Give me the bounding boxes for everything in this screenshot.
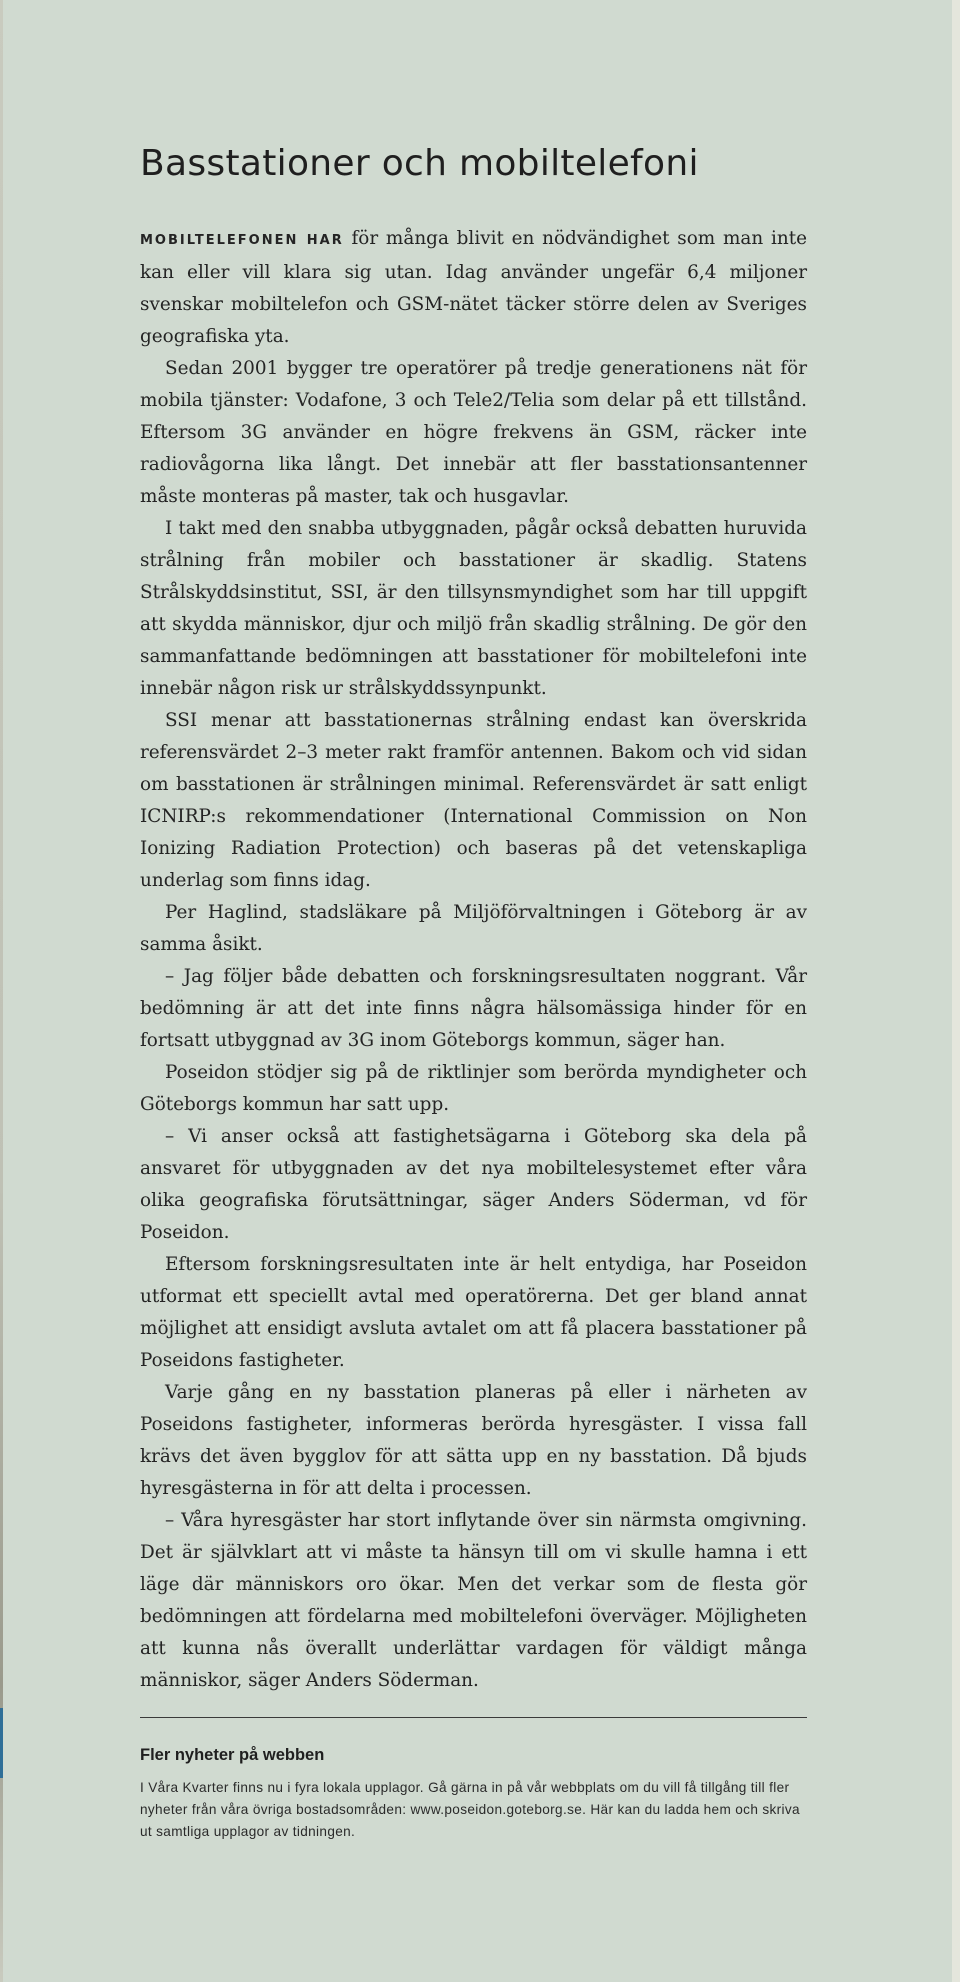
page-right-margin <box>952 0 960 1982</box>
article-paragraph: – Vi anser också att fastighetsägarna i Göteborg ska dela på ansvaret för utbyggnaden av det nya mobiltelesystemet efter våra olika geografiska förutsättningar, säger Anders Söderman, vd för Poseidon. <box>140 1126 807 1243</box>
footer-text: I Våra Kvarter finns nu i fyra lokala upplagor. Gå gärna in på vår webbplats om du vill få tillgång till fler nyheter från våra övriga bostadsområden: www.poseidon.goteborg.se. Här kan du ladda hem och skriva ut samtliga upplagor av tidningen. <box>140 1780 800 1839</box>
article-paragraph: Eftersom forskningsresultaten inte är helt entydiga, har Poseidon utformat ett speciellt avtal med operatörerna. Det ger bland annat möjlighet att ensidigt avsluta avtalet om att få placera basstationer på Poseidons fastigheter. <box>140 1254 807 1371</box>
footer-divider <box>140 1717 807 1718</box>
article-paragraph: Per Haglind, stadsläkare på Miljöförvaltningen i Göteborg är av samma åsikt. <box>140 902 807 955</box>
article-paragraph: I takt med den snabba utbyggnaden, pågår också debatten huruvida strålning från mobiler och basstationer är skadlig. Statens Strålskyddsinstitut, SSI, är den tillsynsmyndighet som har till uppgift att skydda människor, djur och miljö från skadlig strålning. De gör den sammanfattande bedömningen att basstationer för mobiltelefoni inte innebär någon risk ur strålskyddssynpunkt. <box>140 518 807 699</box>
article-paragraph: Sedan 2001 bygger tre operatörer på tredje generationens nät för mobila tjänster: Vodafone, 3 och Tele2/Telia som delar på ett tillstånd. Eftersom 3G använder en högre frekvens än GSM, räcker inte radiovågorna lika långt. Det innebär att fler basstationsantenner måste monteras på master, tak och husgavlar. <box>140 358 807 507</box>
article-paragraph: Poseidon stödjer sig på de riktlinjer som berörda myndigheter och Göteborgs kommun har satt upp. <box>140 1062 807 1115</box>
footer-box <box>140 1742 807 1843</box>
article-paragraph: – Våra hyresgäster har stort inflytande över sin närmsta omgivning. Det är självklart att vi måste ta hänsyn till om vi skulle hamna i ett läge där människors oro ökar. Men det verkar som de flesta gör bedömningen att fördelarna med mobiltelefoni överväger. Möjligheten att kunna nås överallt underlättar vardagen för väldigt många människor, säger Anders Söderman. <box>140 1510 807 1691</box>
lead-paragraph-text: för många blivit en nödvändighet som man inte kan eller vill klara sig utan. Idag använder ungefär 6,4 miljoner svenskar mobiltelefon och GSM-nätet täcker större delen av Sveriges geografiska yta. <box>140 228 807 347</box>
article-paragraph: Varje gång en ny basstation planeras på eller i närheten av Poseidons fastigheter, informeras berörda hyresgäster. I vissa fall krävs det även bygglov för att sätta upp en ny basstation. Då bjuds hyresgästerna in för att delta i processen. <box>140 1382 807 1499</box>
article-paragraph: – Jag följer både debatten och forskningsresultaten noggrant. Vår bedömning är att det inte finns några hälsomässiga hinder för en fortsatt utbyggnad av 3G inom Göteborgs kommun, säger han. <box>140 966 807 1051</box>
lead-caps: MOBILTELEFONEN HAR <box>140 233 344 248</box>
article-content <box>140 135 807 1697</box>
article-title: Basstationer och mobiltelefoni <box>140 143 699 184</box>
article-paragraph-lead <box>140 223 807 353</box>
footer-heading: Fler nyheter på webben <box>140 1746 325 1764</box>
article-body <box>140 223 807 1697</box>
article-paragraph: SSI menar att basstationernas strålning endast kan överskrida referensvärdet 2–3 meter rakt framför antennen. Bakom och vid sidan om basstationen är strålningen minimal. Referensvärdet är satt enligt ICNIRP:s rekommendationer (International Commission on Non Ionizing Radiation Protection) och baseras på det vetenskapliga underlag som finns idag. <box>140 710 807 891</box>
